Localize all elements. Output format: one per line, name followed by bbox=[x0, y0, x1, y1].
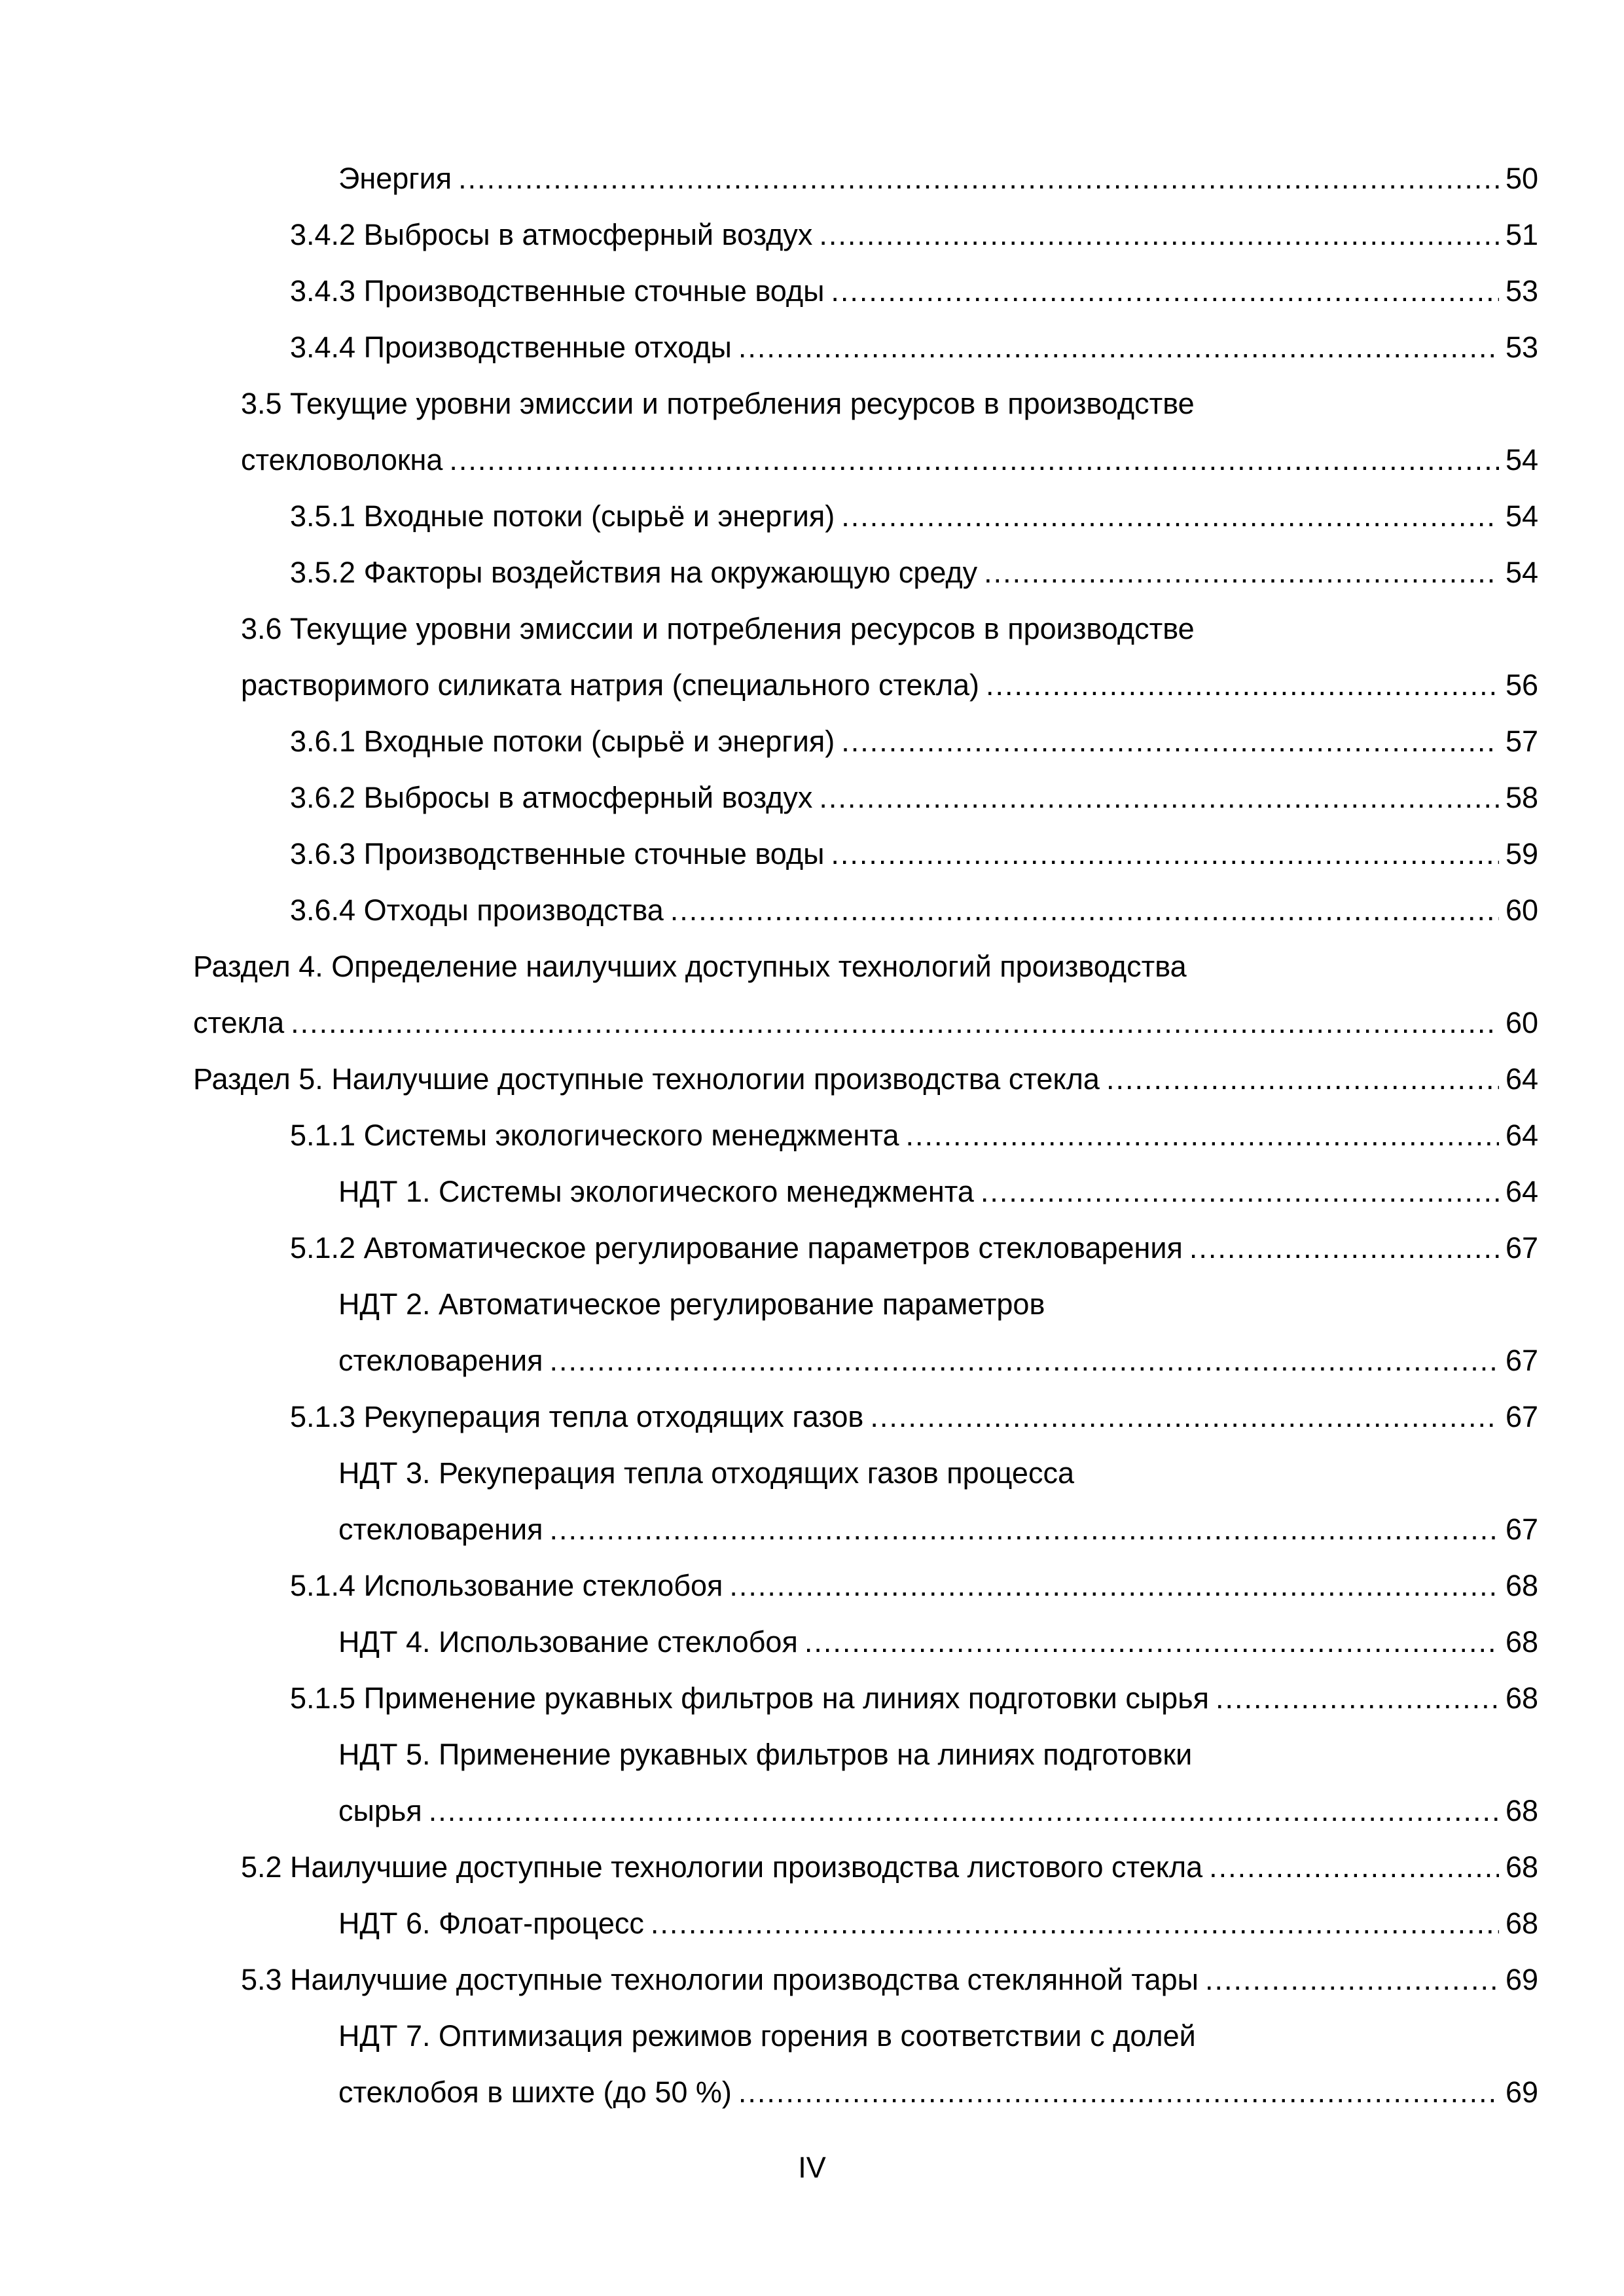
toc-page-number: 60 bbox=[1505, 1006, 1538, 1039]
dot-leader bbox=[841, 488, 1499, 545]
toc-entry[interactable] bbox=[0, 601, 1624, 713]
toc-entry-title: 3.5.1 Входные потоки (сырьё и энергия) bbox=[290, 499, 835, 533]
toc-entry[interactable] bbox=[0, 1276, 1624, 1389]
dot-leader bbox=[729, 1558, 1499, 1614]
toc-entry-title: 3.6.2 Выбросы в атмосферный воздух bbox=[290, 781, 813, 814]
toc-page-number: 67 bbox=[1505, 1400, 1538, 1433]
toc-entry-title: НДТ 5. Применение рукавных фильтров на линиях подготовки bbox=[338, 1738, 1193, 1771]
toc-entry[interactable] bbox=[0, 1558, 1624, 1614]
toc-page-number: 50 bbox=[1505, 162, 1538, 195]
toc-page-number: 57 bbox=[1505, 725, 1538, 758]
toc-entry[interactable] bbox=[0, 545, 1624, 601]
dot-leader bbox=[458, 151, 1499, 207]
toc-entry[interactable] bbox=[0, 826, 1624, 882]
toc-entry[interactable] bbox=[0, 1107, 1624, 1164]
toc-entry[interactable] bbox=[0, 1389, 1624, 1445]
toc-entry-title: НДТ 7. Оптимизация режимов горения в соответствии с долей bbox=[338, 2019, 1196, 2053]
dot-leader bbox=[1106, 1051, 1499, 1107]
toc-entry-title: стеклобоя в шихте (до 50 %) bbox=[338, 2075, 732, 2109]
toc-page-number: 68 bbox=[1505, 1625, 1538, 1659]
toc-page-number: 67 bbox=[1505, 1231, 1538, 1265]
toc-page-number: 58 bbox=[1505, 781, 1538, 814]
toc-page-number: 67 bbox=[1505, 1513, 1538, 1546]
dot-leader bbox=[831, 826, 1499, 882]
dot-leader bbox=[449, 432, 1499, 488]
toc-entry-title: 3.5 Текущие уровни эмиссии и потребления ресурсов в производстве bbox=[241, 387, 1195, 420]
toc-entry-title: 5.3 Наилучшие доступные технологии производства стеклянной тары bbox=[241, 1963, 1199, 1996]
toc-page-number: 64 bbox=[1505, 1175, 1538, 1208]
dot-leader bbox=[651, 1895, 1499, 1952]
toc-entry[interactable] bbox=[0, 1670, 1624, 1727]
dot-leader bbox=[549, 1333, 1498, 1389]
toc-page-number: 68 bbox=[1505, 1794, 1538, 1827]
dot-leader bbox=[1209, 1839, 1499, 1895]
dot-leader bbox=[984, 545, 1499, 601]
toc-entry-title: НДТ 4. Использование стеклобоя bbox=[338, 1625, 798, 1659]
toc-entry[interactable] bbox=[0, 1051, 1624, 1107]
toc-entry[interactable] bbox=[0, 1727, 1624, 1839]
toc-entry-title: 5.2 Наилучшие доступные технологии производства листового стекла bbox=[241, 1850, 1203, 1884]
toc-entry-title: НДТ 2. Автоматическое регулирование параметров bbox=[338, 1287, 1045, 1321]
toc-page-number: 67 bbox=[1505, 1344, 1538, 1377]
toc-entry[interactable] bbox=[0, 1164, 1624, 1220]
toc-entry-title: 5.1.3 Рекуперация тепла отходящих газов bbox=[290, 1400, 864, 1433]
toc-entry-title: 5.1.4 Использование стеклобоя bbox=[290, 1569, 723, 1602]
toc-page-number: 68 bbox=[1505, 1681, 1538, 1715]
toc-entry[interactable] bbox=[0, 1614, 1624, 1670]
toc-page-number: 68 bbox=[1505, 1907, 1538, 1940]
toc-entry[interactable] bbox=[0, 488, 1624, 545]
dot-leader bbox=[870, 1389, 1499, 1445]
toc-entry-title: 3.5.2 Факторы воздействия на окружающую среду bbox=[290, 556, 978, 589]
toc-entry-title: растворимого силиката натрия (специального стекла) bbox=[241, 668, 980, 702]
dot-leader bbox=[905, 1107, 1498, 1164]
dot-leader bbox=[841, 713, 1499, 770]
toc-entry-title: 5.1.2 Автоматическое регулирование параметров стекловарения bbox=[290, 1231, 1183, 1265]
toc-entry[interactable] bbox=[0, 207, 1624, 263]
toc-entry-title: 3.4.4 Производственные отходы bbox=[290, 331, 732, 364]
dot-leader bbox=[831, 263, 1499, 319]
toc-page-number: 64 bbox=[1505, 1062, 1538, 1096]
dot-leader bbox=[981, 1164, 1499, 1220]
toc-page-number: 54 bbox=[1505, 556, 1538, 589]
dot-leader bbox=[819, 207, 1499, 263]
dot-leader bbox=[819, 770, 1499, 826]
toc-entry[interactable] bbox=[0, 1895, 1624, 1952]
toc-entry[interactable] bbox=[0, 263, 1624, 319]
dot-leader bbox=[1205, 1952, 1499, 2008]
dot-leader bbox=[804, 1614, 1499, 1670]
toc-entry-title: Раздел 5. Наилучшие доступные технологии производства стекла bbox=[193, 1062, 1100, 1096]
toc-entry[interactable] bbox=[0, 151, 1624, 207]
toc-page-number: 51 bbox=[1505, 218, 1538, 251]
toc-entry[interactable] bbox=[0, 713, 1624, 770]
dot-leader bbox=[670, 882, 1499, 939]
toc-entry[interactable] bbox=[0, 1839, 1624, 1895]
dot-leader bbox=[738, 2064, 1499, 2121]
toc-entry[interactable] bbox=[0, 1220, 1624, 1276]
toc-entry-title: сырья bbox=[338, 1794, 422, 1827]
toc-entry[interactable] bbox=[0, 2008, 1624, 2121]
toc-entry[interactable] bbox=[0, 1445, 1624, 1558]
toc-page-number: 59 bbox=[1505, 837, 1538, 870]
toc-entry-title: 5.1.5 Применение рукавных фильтров на линиях подготовки сырья bbox=[290, 1681, 1210, 1715]
toc-entry-title: НДТ 3. Рекуперация тепла отходящих газов процесса bbox=[338, 1456, 1074, 1490]
toc-page-number: 53 bbox=[1505, 331, 1538, 364]
dot-leader bbox=[291, 995, 1499, 1051]
toc-page-number: 68 bbox=[1505, 1569, 1538, 1602]
toc-entry-title: 3.6.1 Входные потоки (сырьё и энергия) bbox=[290, 725, 835, 758]
toc-entry-title: стекла bbox=[193, 1006, 285, 1039]
dot-leader bbox=[1189, 1220, 1499, 1276]
toc-entry-title: Энергия bbox=[338, 162, 452, 195]
toc-entry-title: НДТ 1. Системы экологического менеджмента bbox=[338, 1175, 974, 1208]
toc-page-number: 60 bbox=[1505, 893, 1538, 927]
dot-leader bbox=[1216, 1670, 1499, 1727]
toc-entry[interactable] bbox=[0, 939, 1624, 1051]
toc-entry[interactable] bbox=[0, 376, 1624, 488]
toc-page-number: 56 bbox=[1505, 668, 1538, 702]
toc-page-number: 64 bbox=[1505, 1119, 1538, 1152]
toc-entry-title: 3.4.3 Производственные сточные воды bbox=[290, 274, 825, 308]
toc-page-number: 54 bbox=[1505, 443, 1538, 476]
toc-entry-title: стекловарения bbox=[338, 1513, 543, 1546]
dot-leader bbox=[549, 1501, 1498, 1558]
toc-entry-title: 3.6 Текущие уровни эмиссии и потребления ресурсов в производстве bbox=[241, 612, 1195, 645]
toc-entry[interactable] bbox=[0, 770, 1624, 826]
table-of-contents bbox=[0, 151, 1624, 2121]
toc-page-number: 54 bbox=[1505, 499, 1538, 533]
toc-entry[interactable] bbox=[0, 1952, 1624, 2008]
toc-entry[interactable] bbox=[0, 319, 1624, 376]
toc-entry-title: стекловарения bbox=[338, 1344, 543, 1377]
toc-entry-title: НДТ 6. Флоат-процесс bbox=[338, 1907, 644, 1940]
dot-leader bbox=[986, 657, 1499, 713]
dot-leader bbox=[738, 319, 1499, 376]
toc-page-number: 69 bbox=[1505, 1963, 1538, 1996]
toc-page-number: 69 bbox=[1505, 2075, 1538, 2109]
toc-entry[interactable] bbox=[0, 882, 1624, 939]
toc-entry-title: Раздел 4. Определение наилучших доступных технологий производства bbox=[193, 950, 1187, 983]
toc-entry-title: 3.4.2 Выбросы в атмосферный воздух bbox=[290, 218, 813, 251]
page-number: IV bbox=[798, 2151, 826, 2184]
dot-leader bbox=[429, 1783, 1499, 1839]
toc-entry-title: 5.1.1 Системы экологического менеджмента bbox=[290, 1119, 899, 1152]
toc-entry-title: стекловолокна bbox=[241, 443, 443, 476]
toc-page-number: 53 bbox=[1505, 274, 1538, 308]
toc-entry-title: 3.6.3 Производственные сточные воды bbox=[290, 837, 825, 870]
toc-page-number: 68 bbox=[1505, 1850, 1538, 1884]
toc-entry-title: 3.6.4 Отходы производства bbox=[290, 893, 664, 927]
